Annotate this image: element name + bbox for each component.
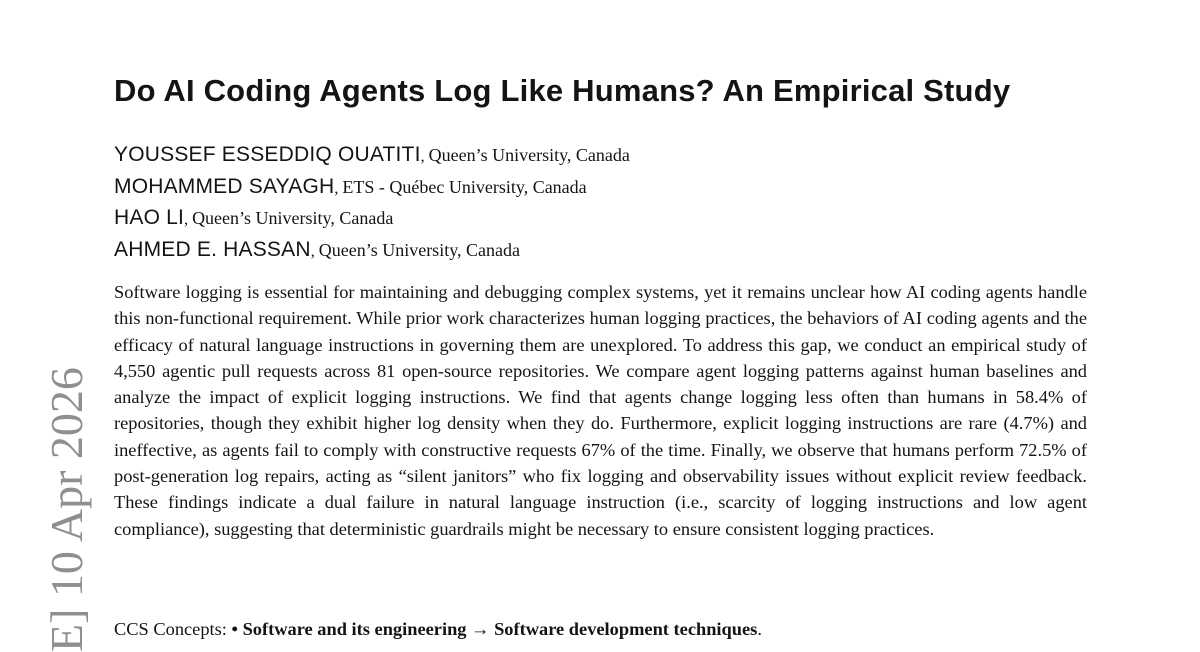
author-affiliation: Queen’s University, Canada	[428, 145, 630, 165]
author-affiliation: ETS - Québec University, Canada	[342, 176, 587, 197]
ccs-trailing: .	[757, 619, 762, 639]
ccs-concepts	[114, 616, 762, 642]
author-entry: HAO LI, Queen’s University, Canada	[114, 206, 394, 229]
abstract: Software logging is essential for maintaining and debugging complex systems, yet it remains unclear how AI coding agents handle this non-functional requirement. While prior work characterizes human logging practices, the behaviors of AI coding agents and the efficacy of natural language instructions in governing them are unexplored. To address this gap, we conduct an empirical study of 4,550 agentic pull requests across 81 open-source repositories. We compare agent logging patterns against human baselines and analyze the impact of explicit logging instructions. We find that agents change logging less often than humans in 58.4% of repositories, though they exhibit higher log density when they do. Furthermore, explicit logging instructions are rare (4.7%) and ineffective, as agents fail to comply with constructive requests 67% of the time. Finally, we observe that humans perform 72.5% of post-generation log repairs, acting as “silent janitors” who fix logging and observability issues without explicit review feedback. These findings indicate a dual failure in natural language instruction (i.e., scarcity of logging instructions and low agent compliance), suggesting that deterministic guardrails might be necessary to ensure consistent logging practices.	[114, 282, 1087, 539]
author-name: HAO LI	[114, 206, 185, 229]
author-entry: MOHAMMED SAYAGH, ETS - Québec University, Canada	[114, 174, 587, 198]
arxiv-stamp: E] 10 Apr 2026	[41, 367, 92, 652]
author-affiliation: Queen’s University, Canada	[318, 239, 520, 260]
author-name: AHMED E. HASSAN	[114, 237, 311, 261]
paper-title: Do AI Coding Agents Log Like Humans? An Empirical Study	[114, 73, 1011, 108]
author-entry: YOUSSEF ESSEDDIQ OUATITI, Queen’s University, Canada	[114, 143, 630, 166]
ccs-value: • Software and its engineering → Software development techniques	[231, 619, 758, 639]
author-entry: AHMED E. HASSAN, Queen’s University, Canada	[114, 237, 520, 261]
author-name: MOHAMMED SAYAGH	[114, 174, 335, 198]
author-name: YOUSSEF ESSEDDIQ OUATITI	[114, 143, 421, 166]
ccs-label: CCS Concepts:	[114, 619, 227, 639]
author-list	[114, 139, 630, 265]
author-affiliation: Queen’s University, Canada	[192, 208, 394, 228]
